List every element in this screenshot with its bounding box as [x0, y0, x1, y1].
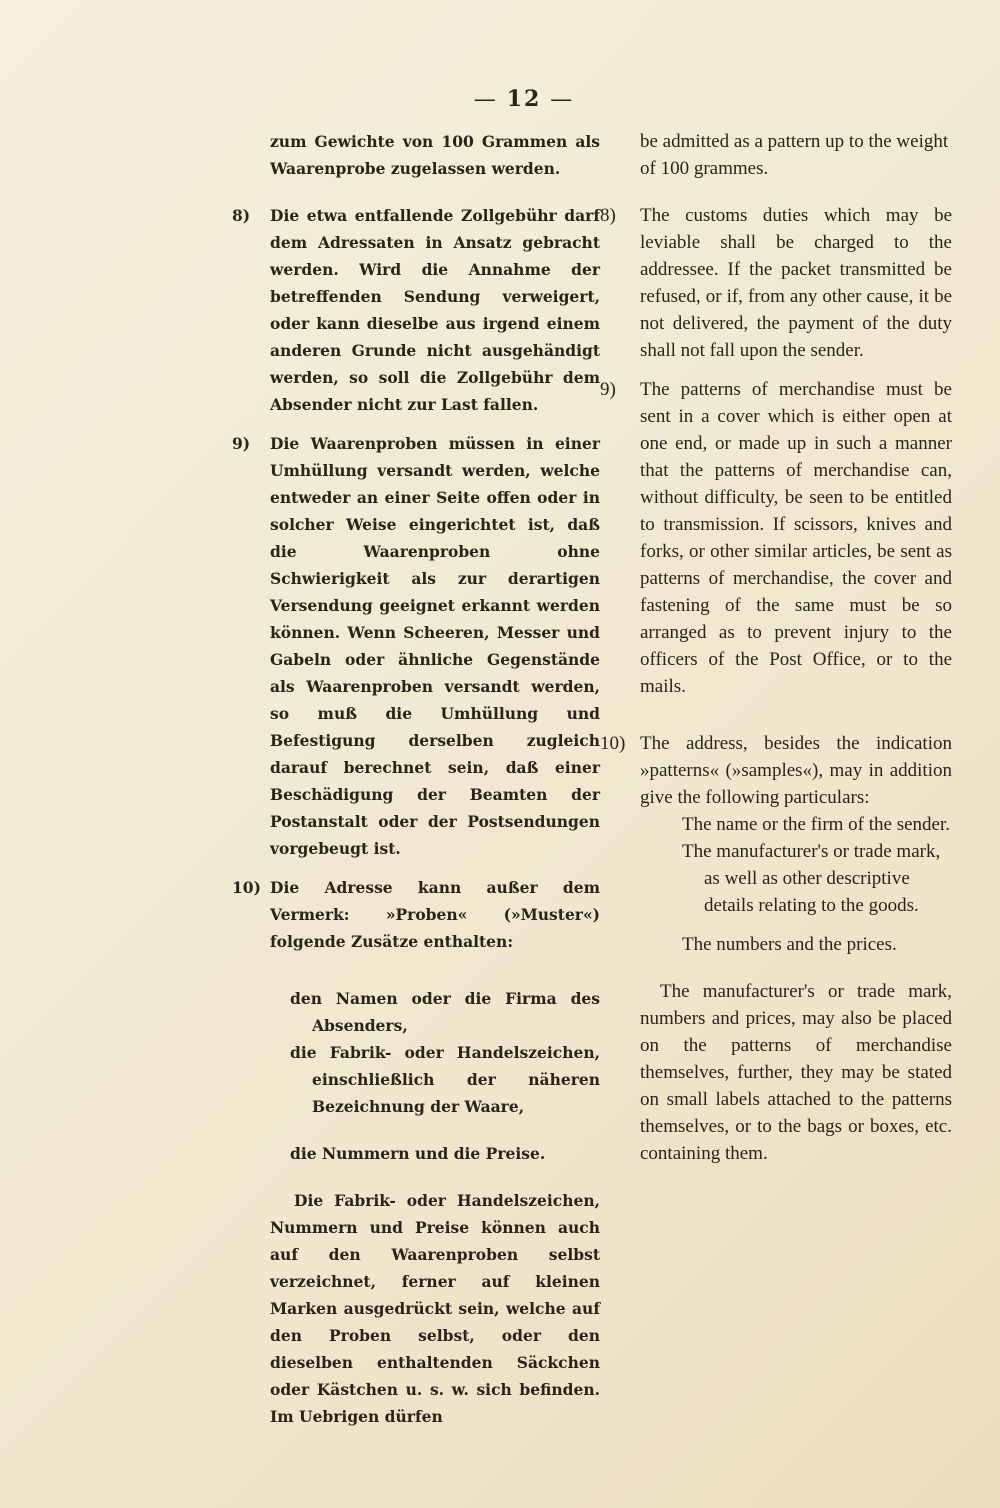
english-list-item: The numbers and the prices. — [682, 934, 897, 955]
english-list-item: The name or the firm of the sender. — [682, 814, 951, 835]
paragraph-number: 9) — [232, 434, 251, 453]
german-paragraph-9 — [232, 430, 600, 862]
english-paragraph-9 — [600, 376, 952, 700]
paragraph-number: 8) — [600, 205, 616, 226]
german-paragraph-8 — [232, 202, 600, 418]
english-intro: be admitted as a pattern up to the weight of 100 grammes. — [640, 131, 949, 179]
english-closing-paragraph: The manufacturer's or trade mark, numbers and prices, may also be placed on the patterns of merchandise themselves, further, they may be stated on small labels attached to the patterns themselves, or to the bags or boxes, etc. containing them. — [640, 981, 952, 1164]
paragraph-number: 10) — [232, 878, 261, 897]
paragraph-text: Die Adresse kann außer dem Vermerk: »Proben« (»Muster«) folgende Zusätze enthalten: — [270, 878, 600, 951]
paragraph-text: The address, besides the indication »patterns« (»samples«), may in addition give the following particulars: — [640, 733, 952, 808]
german-paragraph-10 — [232, 874, 600, 955]
german-list-item: den Namen oder die Firma des Absenders, — [290, 989, 600, 1035]
page-number: — 12 — — [473, 86, 575, 112]
german-list-item: die Fabrik- oder Handelszeichen, einschließlich der näheren Bezeichnung der Waare, — [290, 1043, 600, 1116]
english-list-item: The manufacturer's or trade mark, as well as other descriptive details relating to the goods. — [682, 841, 941, 916]
paragraph-text: The patterns of merchandise must be sent in a cover which is either open at one end, or made up in such a manner that the patterns of merchandise can, without difficulty, be seen to be entitled to transmission. If scissors, knives and forks, or other similar articles, be sent as patterns of merchandise, the cover and fastening of the same must be so arranged as to prevent injury to the officers of the Post Office, or to the mails. — [640, 379, 952, 697]
english-paragraph-10 — [600, 730, 952, 811]
german-intro: zum Gewichte von 100 Grammen als Waarenprobe zugelassen werden. — [270, 132, 600, 178]
german-closing-paragraph: Die Fabrik- oder Handelszeichen, Nummern und Preise können auch auf den Waarenproben selbst verzeichnet, ferner auf kleinen Marken ausgedrückt sein, welche auf den Proben selbst, oder den dieselben enthaltenden Säckchen oder Kästchen u. s. w. sich befinden. Im Uebrigen dürfen — [270, 1191, 600, 1426]
paragraph-number: 8) — [232, 206, 251, 225]
paragraph-number: 9) — [600, 379, 616, 400]
paragraph-text: Die Waarenproben müssen in einer Umhüllung versandt werden, welche entweder an einer Seite offen oder in solcher Weise eingerichtet ist, daß die Waarenproben ohne Schwierigkeit als zur derartigen Versendung geeignet erkannt werden können. Wenn Scheeren, Messer und Gabeln oder ähnliche Gegenstände als Waarenproben versandt werden, so muß die Umhüllung und Befestigung derselben zugleich darauf berechnet sein, daß einer Beschädigung der Beamten der Postanstalt oder der Postsendungen vorgebeugt ist. — [270, 434, 600, 858]
paragraph-text: Die etwa entfallende Zollgebühr darf dem Adressaten in Ansatz gebracht werden. Wird die Annahme der betreffenden Sendung verweigert, oder kann dieselbe aus irgend einem anderen Grunde nicht ausgehändigt werden, so soll die Zollgebühr dem Absender nicht zur Last fallen. — [270, 206, 600, 414]
english-paragraph-8 — [600, 202, 952, 364]
paragraph-number: 10) — [600, 733, 626, 754]
english-column — [600, 128, 952, 1167]
german-column — [232, 128, 600, 1430]
german-list-item: die Nummern und die Preise. — [290, 1144, 546, 1163]
paragraph-text: The customs duties which may be leviable shall be charged to the addressee. If the packet transmitted be refused, or if, from any other cause, it be not delivered, the payment of the duty shall not fall upon the sender. — [640, 205, 952, 361]
